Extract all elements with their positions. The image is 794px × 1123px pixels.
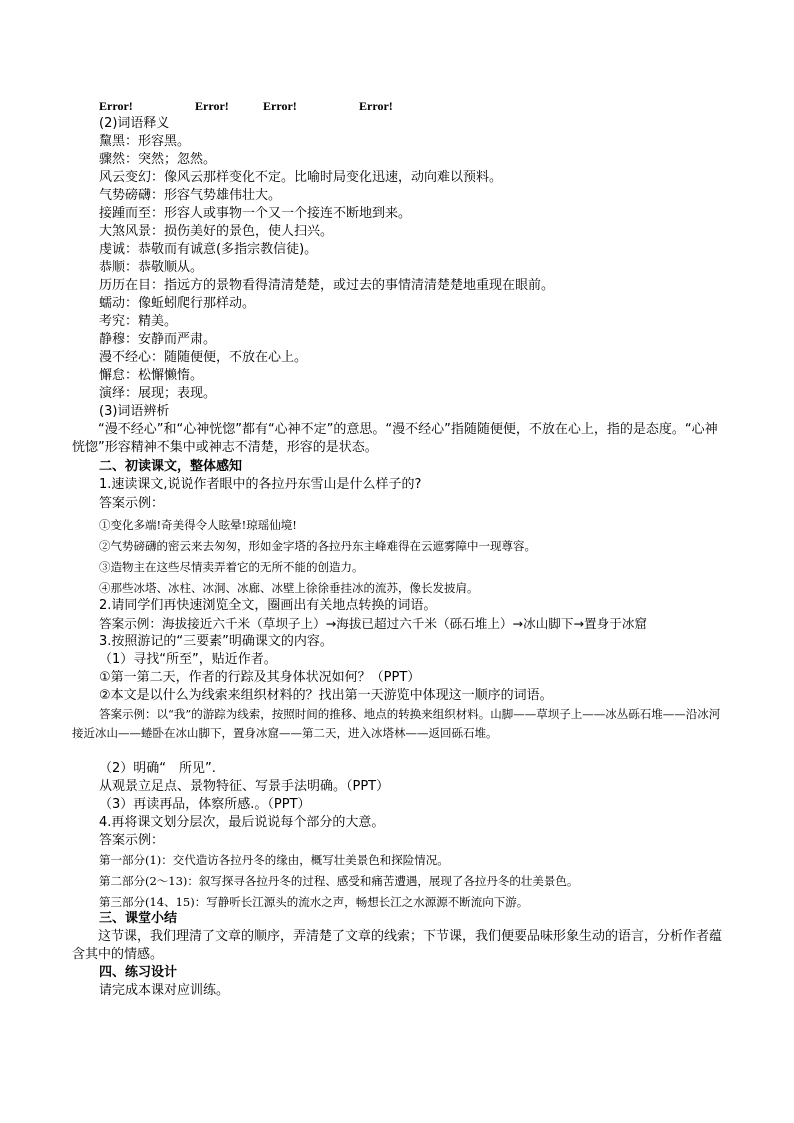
- answer-item: ①变化多端!奇美得令人眩晕!琼瑶仙境!: [99, 518, 297, 532]
- answer-item: 第一部分(1)：交代造访各拉丹冬的缘由，概写壮美景色和探险情况。: [99, 853, 449, 867]
- definition-item: 演绎：展现；表现。: [99, 386, 217, 401]
- section-heading-3: 三、课堂小结: [99, 911, 178, 926]
- answer-text: 答案示例：海拔接近六千米（草坝子上）→海拔已超过六千米（砾石堆上）→冰山脚下→置身于冰窟: [99, 616, 648, 631]
- sub-question-detail: 从观景立足点、景物特征、写景手法明确。（PPT）: [99, 779, 390, 794]
- answer-item: ③造物主在这些尽情卖弄着它的无所不能的创造力。: [99, 560, 364, 574]
- definition-item: 懈怠：松懈懒惰。: [99, 368, 204, 383]
- sub-question: ②本文是以什么为线索来组织材料的？找出第一天游览中体现这一顺序的词语。: [99, 688, 553, 703]
- error-text: Error!: [195, 99, 229, 113]
- sub-question: （1）寻找“所至”，贴近作者。: [99, 652, 277, 667]
- answer-item: 第二部分(2～13)：叙写探寻各拉丹冬的过程、感受和痛苦遭遇，展现了各拉丹冬的壮美景色。: [99, 874, 579, 888]
- error-text: Error!: [359, 99, 393, 113]
- error-text: Error!: [99, 99, 133, 113]
- question-4: 4.再将课文划分层次，最后说说每个部分的大意。: [99, 815, 385, 830]
- answer-item: 第三部分(14、15)：写静听长江源头的流水之声，畅想长江之水源源不断流向下游。: [99, 895, 529, 909]
- answer-item: ④那些冰塔、冰柱、冰洞、冰廊、冰壁上徐徐垂挂冰的流苏，像长发披肩。: [99, 581, 479, 595]
- definition-item: 接踵而至：形容人或事物一个又一个接连不断地到来。: [99, 206, 412, 221]
- question-3: 3.按照游记的“三要素”明确课文的内容。: [99, 634, 333, 649]
- sub-question: （2）明确“ 所见”.: [99, 761, 216, 776]
- error-text: Error!: [263, 99, 297, 113]
- definition-item: 黧黑：形容黑。: [99, 134, 191, 149]
- section-heading-discrimination: (3)词语辨析: [99, 404, 170, 419]
- question-1: 1.速读课文,说说作者眼中的各拉丹东雪山是什么样子的?: [99, 477, 422, 492]
- definition-item: 骤然：突然；忽然。: [99, 152, 217, 167]
- sub-question: ①第一第二天，作者的行踪及其身体状况如何？（PPT）: [99, 670, 421, 685]
- practice-text: 请完成本课对应训练。: [99, 983, 230, 998]
- definition-item: 漫不经心：随随便便，不放在心上。: [99, 350, 308, 365]
- section-heading-2: 二、初读课文，整体感知: [99, 459, 243, 474]
- summary-paragraph: 这节课，我们理清了文章的顺序，弄清楚了文章的线索；下节课，我们便要品味形象生动的语言，分析作者蕴含其中的情感。: [72, 929, 723, 962]
- definition-item: 恭顺：恭敬顺从。: [99, 260, 204, 275]
- answer-paragraph: 答案示例：以“我”的游踪为线索，按照时间的推移、地点的转换来组织材料。山脚——草坝子上——冰丛砾石堆——沿冰河接近冰山——蜷卧在冰山脚下，置身冰窟——第二天，进入冰塔林——返回砾石堆。: [72, 707, 721, 740]
- answer-label: 答案示例：: [99, 833, 165, 848]
- section-heading-definitions: (2)词语释义: [99, 116, 170, 131]
- section-heading-4: 四、练习设计: [99, 965, 178, 980]
- question-2: 2.请同学们再快速浏览全文，圈画出有关地点转换的词语。: [99, 598, 437, 613]
- answer-label: 答案示例：: [99, 496, 165, 511]
- sub-question: （3）再读再品，体察所感.。（PPT）: [99, 797, 311, 812]
- definition-item: 静穆：安静而严肃。: [99, 332, 217, 347]
- definition-item: 历历在目：指远方的景物看得清清楚楚，或过去的事情清清楚楚地重现在眼前。: [99, 278, 555, 293]
- definition-item: 大煞风景：损伤美好的景色，使人扫兴。: [99, 224, 334, 239]
- definition-item: 蠕动：像蚯蚓爬行那样动。: [99, 296, 256, 311]
- answer-item: ②气势磅礴的密云来去匆匆，形如金字塔的各拉丹东主峰难得在云遮雾障中一现尊容。: [99, 539, 536, 553]
- definition-item: 风云变幻：像风云那样变化不定。比喻时局变化迅速，动向难以预料。: [99, 170, 503, 185]
- definition-item: 虔诚：恭敬而有诚意(多指宗教信徒)。: [99, 242, 318, 257]
- discrimination-paragraph: “漫不经心”和“心神恍惚”都有“心神不定”的意思。“漫不经心”指随随便便，不放在心上，指的是态度。“心神恍惚”形容精神不集中或神志不清楚，形容的是状态。: [72, 422, 718, 455]
- definition-item: 考究：精美。: [99, 314, 178, 329]
- definition-item: 气势磅礴：形容气势雄伟壮大。: [99, 188, 282, 203]
